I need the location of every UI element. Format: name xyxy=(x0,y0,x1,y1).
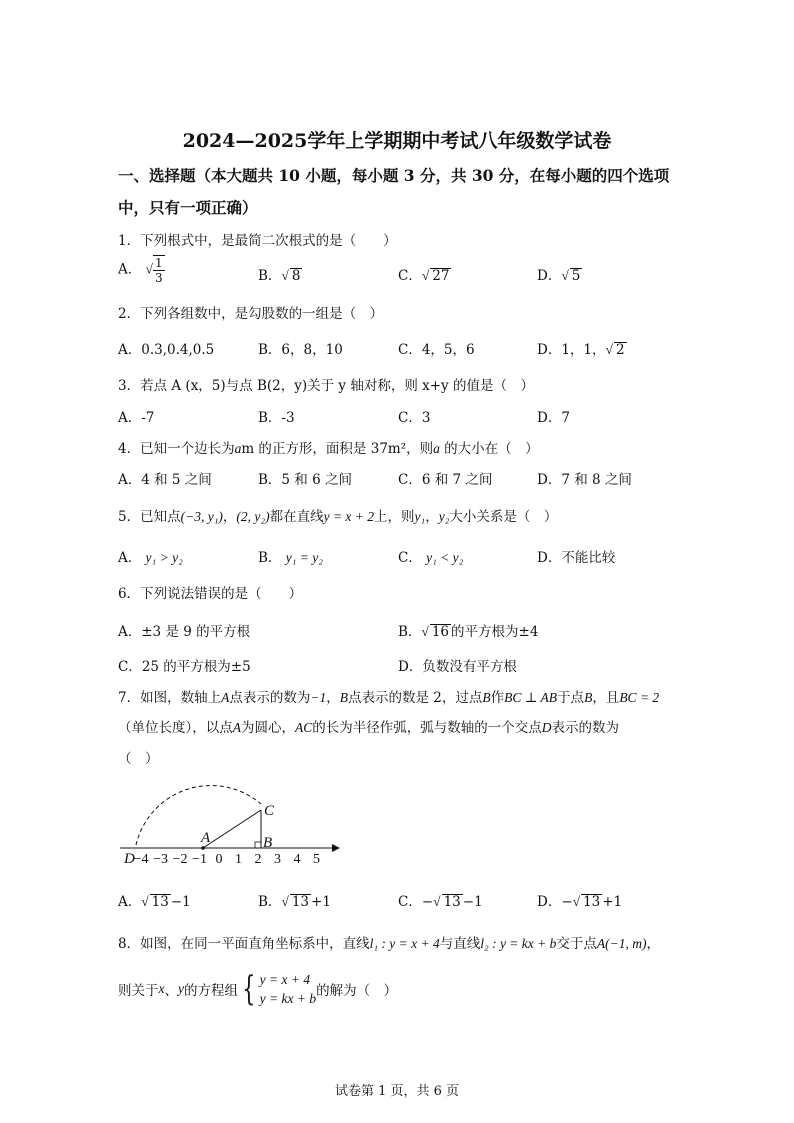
q6-option-b: B．√ 16 的平方根为±4 xyxy=(398,624,539,640)
question-8-stem-line2: 则关于x、y的方程组 { y = x + 4 y = kx + b 的解为（ ） xyxy=(118,969,398,1009)
question-2-stem: 2．下列各组数中，是勾股数的一组是（ ） xyxy=(118,306,384,322)
tick-label: −3 xyxy=(153,852,168,867)
equation-system: y = x + 4 y = kx + b xyxy=(259,972,317,1006)
segment-ac xyxy=(203,810,261,848)
q5-option-d: D．不能比较 xyxy=(537,550,616,566)
page-footer: 试卷第 1 页，共 6 页 xyxy=(334,1084,460,1099)
question-5-stem: 5．已知点(−3, y₁)，(2, y₂)都在直线y = x + 2上，则y₁，y₂大小关系是（ ） xyxy=(118,509,558,525)
section-heading-line2: 中，只有一项正确） xyxy=(118,198,258,217)
q3-option-b: B．-3 xyxy=(258,410,295,426)
label-c: C xyxy=(264,803,275,819)
tick-label: −2 xyxy=(172,852,188,867)
tick-label: 4 xyxy=(293,852,301,867)
q7-option-d: D．−√ 13 +1 xyxy=(537,894,623,910)
section-heading-line1: 一、选择题（本大题共 10 小题，每小题 3 分，共 30 分，在每小题的四个选项 xyxy=(118,166,670,185)
tick-labels xyxy=(134,852,320,867)
q6-option-d: D．负数没有平方根 xyxy=(398,659,517,675)
q6-option-a: A．±3 是 9 的平方根 xyxy=(118,624,251,640)
question-7-stem-line2: （单位长度），以点A为圆心，AC的长为半径作弧，弧与数轴的一个交点D表示的数为 xyxy=(118,720,620,736)
tick-label: 5 xyxy=(313,852,320,867)
q6-option-c: C．25 的平方根为±5 xyxy=(118,659,251,675)
q2-option-d: D．1，1，√ 2 xyxy=(537,342,625,358)
tick-label: 3 xyxy=(274,852,281,867)
q5-option-a: A． y₁ > y₂ xyxy=(118,550,183,566)
q2-option-c: C．4，5，6 xyxy=(398,342,475,358)
question-8-stem-line1: 8．如图，在同一平面直角坐标系中，直线l₁ : y = x + 4与直线l₂ : y = kx + b交于点A(−1, m)， xyxy=(118,936,660,952)
q4-option-b: B．5 和 6 之间 xyxy=(258,472,352,488)
page-title: 2024—2025学年上学期期中考试八年级数学试卷 xyxy=(182,130,612,152)
label-b: B xyxy=(263,835,273,851)
q7-option-b: B．√ 13 +1 xyxy=(258,894,331,910)
q3-option-d: D．7 xyxy=(537,410,570,426)
q1-option-c: C．√ 27 xyxy=(398,268,450,284)
q5-option-b: B． y₁ = y₂ xyxy=(258,550,323,566)
question-7-stem-line3: （ ） xyxy=(118,751,159,767)
question-7-stem-line1: 7．如图，数轴上A点表示的数为−1，B点表示的数是 2，过点B作BC ⊥ AB于点B，且BC = 2 xyxy=(118,690,660,706)
tick-label: −1 xyxy=(192,852,207,867)
tick-label: 1 xyxy=(235,852,242,867)
q2-option-b: B．6，8，10 xyxy=(258,342,343,358)
tick-label: 2 xyxy=(254,852,262,867)
axis-arrow xyxy=(332,844,340,852)
question-3-stem: 3．若点 A (x，5)与点 B(2，y)关于 y 轴对称，则 x+y 的值是（ ） xyxy=(118,378,534,394)
q4-option-d: D．7 和 8 之间 xyxy=(537,472,632,488)
number-line-figure xyxy=(110,775,350,870)
q1-option-b: B．√ 8 xyxy=(258,268,301,284)
q3-option-c: C．3 xyxy=(398,410,431,426)
question-4-stem: 4．已知一个边长为am 的正方形，面积是 37m²，则a 的大小在（ ） xyxy=(118,441,539,457)
point-a-dot xyxy=(201,846,205,850)
q4-option-c: C．6 和 7 之间 xyxy=(398,472,493,488)
question-1-stem: 1．下列根式中，是最简二次根式的是（ ） xyxy=(118,233,397,249)
tick-label: −4 xyxy=(133,852,149,867)
question-6-stem: 6．下列说法错误的是（ ） xyxy=(118,586,303,602)
label-d: D xyxy=(124,851,135,867)
q1-option-a: A． √ $\frac{1}{3}$ xyxy=(118,256,163,285)
tick-label: 0 xyxy=(215,852,223,867)
q4-option-a: A．4 和 5 之间 xyxy=(118,472,212,488)
q5-option-c: C． y₁ < y₂ xyxy=(398,550,464,566)
label-a: A xyxy=(201,830,211,846)
dashed-arc xyxy=(136,786,261,845)
q3-option-a: A．-7 xyxy=(118,410,155,426)
q7-option-a: A．√ 13 −1 xyxy=(118,894,191,910)
q2-option-a: A．0.3,0.4,0.5 xyxy=(118,342,215,358)
right-angle-mark xyxy=(255,842,261,848)
q1-option-d: D．√ 5 xyxy=(537,268,581,284)
q7-option-c: C．−√ 13 −1 xyxy=(398,894,483,910)
